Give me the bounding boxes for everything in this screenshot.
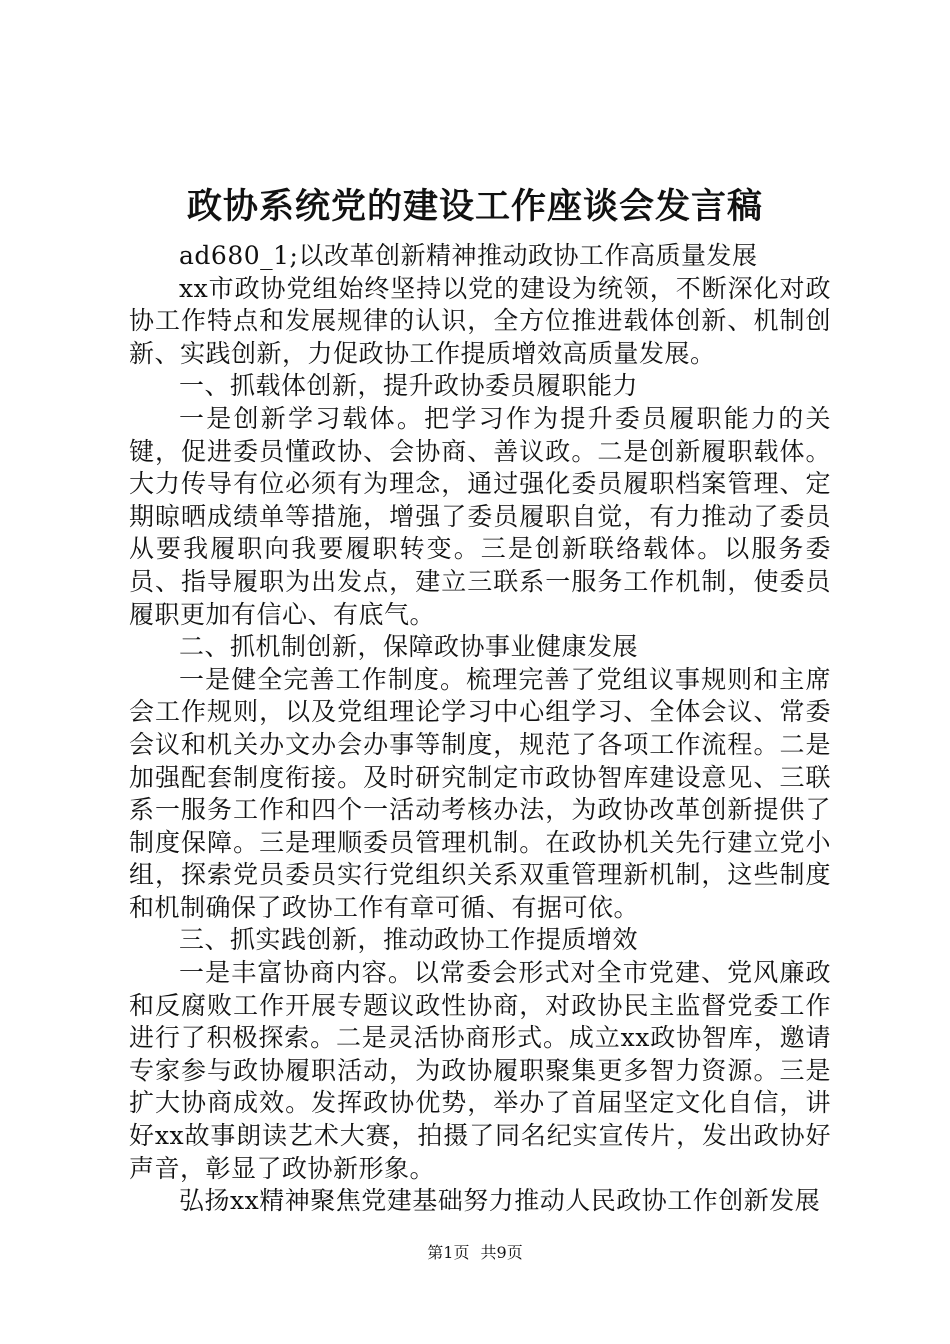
section-heading-1: 一、抓载体创新，提升政协委员履职能力 [179, 371, 639, 401]
paragraph-section-3: 一是丰富协商内容。以常委会形式对全市党建、党风廉政和反腐败工作开展专题议政性协商，对政协民主监督党委工作进行了积极探索。二是灵活协商形式。成立xx政协智库，邀请专家参与政协履职活动，为政协履职聚集更多智力资源。三是扩大协商成效。发挥政协优势，举办了首届坚定文化自信，讲好xx故事朗读艺术大赛，拍摄了同名纪实宣传片，发出政协好声音，彰显了政协新形象。 [129, 958, 831, 1183]
paragraph-section-1: 一是创新学习载体。把学习作为提升委员履职能力的关键，促进委员懂政协、会协商、善议政。二是创新履职载体。大力传导有位必须有为理念，通过强化委员履职档案管理、定期晾晒成绩单等措施，增强了委员履职自觉，有力推动了委员从要我履职向我要履职转变。三是创新联络载体。以服务委员、指导履职为出发点，建立三联系一服务工作机制，使委员履职更加有信心、有底气。 [129, 403, 831, 629]
page-total: 共9页 [480, 1243, 523, 1262]
section-heading-3: 三、抓实践创新，推动政协工作提质增效 [179, 925, 639, 955]
document-title: 政协系统党的建设工作座谈会发言稿 [186, 186, 763, 227]
paragraph-subtitle: ad680_1;以改革创新精神推动政协工作高质量发展 [179, 241, 758, 270]
paragraph-closing-heading: 弘扬xx精神聚焦党建基础努力推动人民政协工作创新发展 [179, 1186, 821, 1216]
section-heading-2: 二、抓机制创新，保障政协事业健康发展 [179, 632, 639, 662]
page-number: 第1页 [427, 1243, 470, 1262]
paragraph-section-2: 一是健全完善工作制度。梳理完善了党组议事规则和主席会工作规则，以及党组理论学习中心组学习、全体会议、常委会议和机关办文办会办事等制度，规范了各项工作流程。二是加强配套制度衔接。及时研究制定市政协智库建设意见、三联系一服务工作和四个一活动考核办法，为政协改革创新提供了制度保障。三是理顺委员管理机制。在政协机关先行建立党小组，探索党员委员实行党组织关系双重管理新机制，这些制度和机制确保了政协工作有章可循、有据可依。 [129, 664, 831, 922]
paragraph-intro: xx市政协党组始终坚持以党的建设为统领，不断深化对政协工作特点和发展规律的认识，全方位推进载体创新、机制创新、实践创新，力促政协工作提质增效高质量发展。 [129, 273, 831, 368]
page-footer [0, 1243, 950, 1263]
document-body [129, 240, 831, 1218]
